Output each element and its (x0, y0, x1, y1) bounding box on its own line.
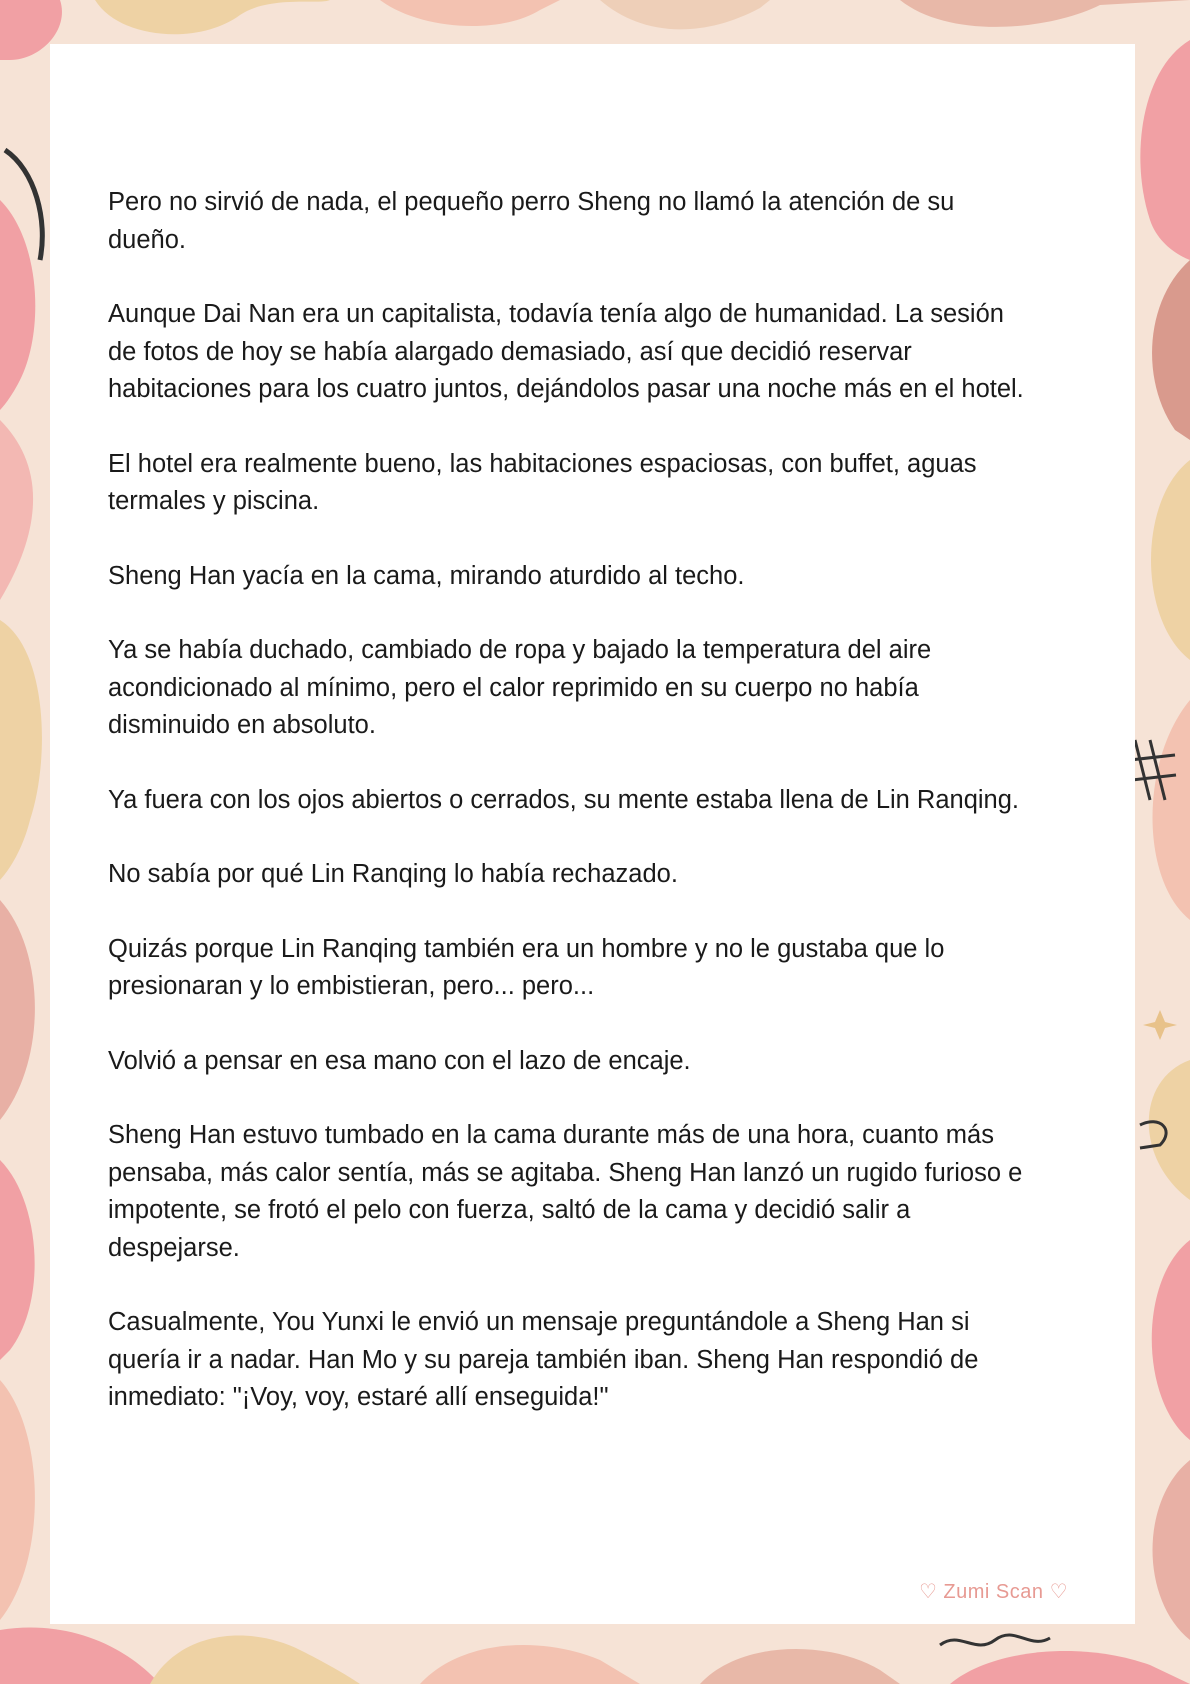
paragraph: Pero no sirvió de nada, el pequeño perro Sheng no llamó la atención de su dueño. (108, 188, 955, 254)
paragraph: Aunque Dai Nan era un capitalista, todavía tenía algo de humanidad. La sesión de fotos de hoy se había alargado demasiado, así que decidió reservar habitaciones para los cuatro juntos, dejándolos pasar una noche más en el hotel. (108, 300, 1024, 403)
paragraph: Sheng Han estuvo tumbado en la cama durante más de una hora, cuanto más pensaba, más calor sentía, más se agitaba. Sheng Han lanzó un rugido furioso e impotente, se frotó el pelo con fuerza, saltó de la cama y decidió salir a despejarse. (108, 1121, 1023, 1262)
page-sheet (50, 44, 1135, 1624)
paragraph: Volvió a pensar en esa mano con el lazo de encaje. (108, 1046, 691, 1075)
paragraph: Sheng Han yacía en la cama, mirando aturdido al techo. (108, 561, 745, 590)
paragraph: Quizás porque Lin Ranqing también era un hombre y no le gustaba que lo presionaran y lo embistieran, pero... pero... (108, 934, 945, 1000)
paragraph: Ya fuera con los ojos abiertos o cerrados, su mente estaba llena de Lin Ranqing. (108, 785, 1020, 814)
scanlation-watermark: ♡ Zumi Scan ♡ (918, 1581, 1068, 1603)
chapter-text (108, 184, 1028, 1454)
paragraph: No sabía por qué Lin Ranqing lo había rechazado. (108, 860, 678, 888)
paragraph: Casualmente, You Yunxi le envió un mensaje preguntándole a Sheng Han si quería ir a nadar. Han Mo y su pareja también iban. Sheng Han respondió de inmediato: "¡Voy, voy, estaré allí enseguida!" (108, 1308, 979, 1411)
paragraph: Ya se había duchado, cambiado de ropa y bajado la temperatura del aire acondicionado al mínimo, pero el calor reprimido en su cuerpo no había disminuido en absoluto. (108, 636, 932, 739)
paragraph: El hotel era realmente bueno, las habitaciones espaciosas, con buffet, aguas termales y piscina. (108, 449, 977, 515)
